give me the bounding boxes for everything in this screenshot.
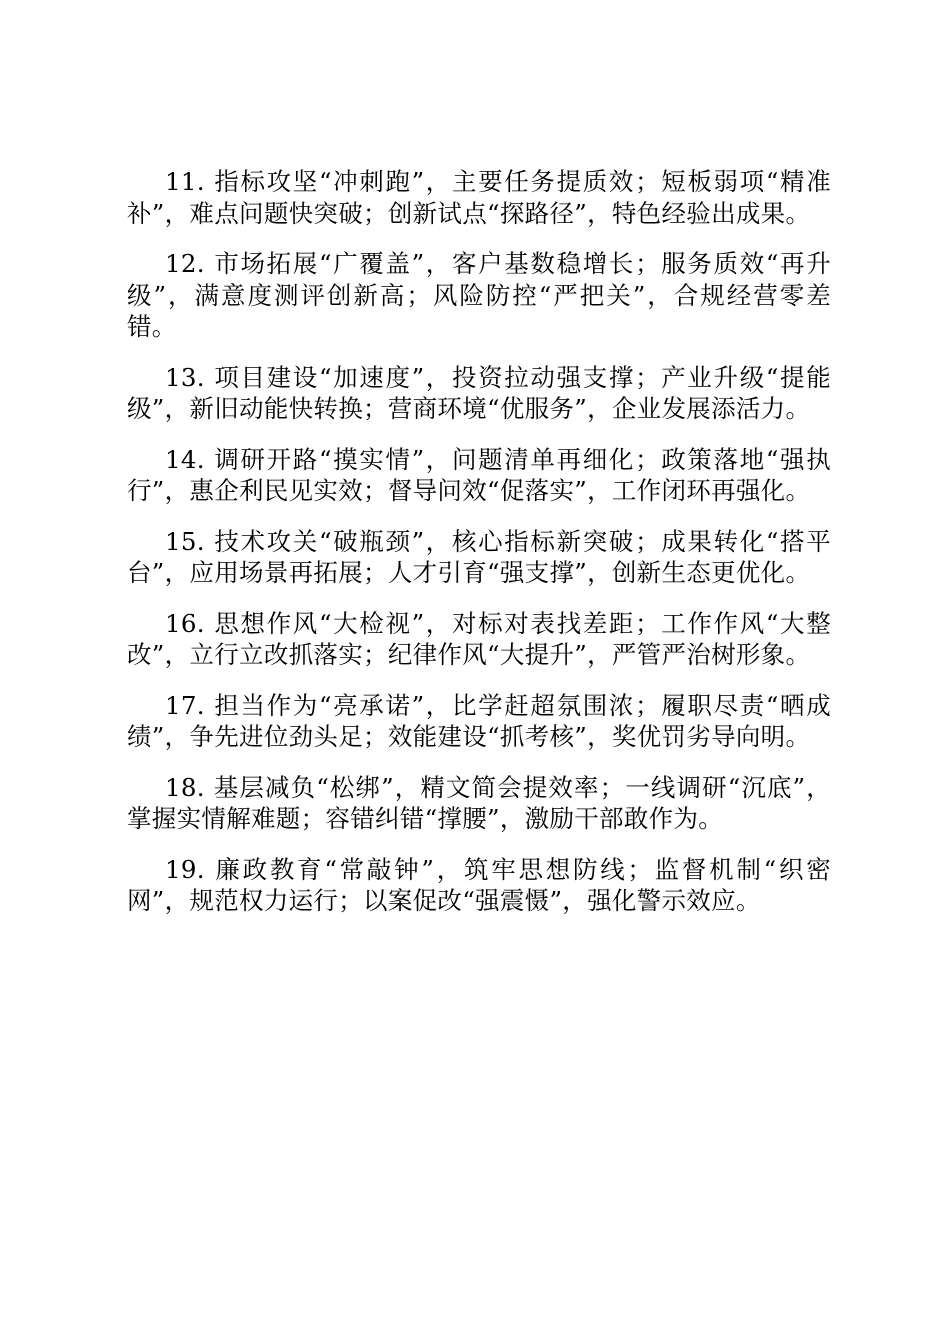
paragraph-14 [127, 444, 831, 507]
paragraph-number: 13. [165, 362, 205, 392]
paragraph-text: 思想作风“大检视”，对标对表找差距；工作作风“大整改”，立行立改抓落实；纪律作风“大提升”，严管严治树形象。 [127, 608, 831, 669]
paragraph-11 [127, 166, 831, 229]
paragraph-text: 市场拓展“广覆盖”，客户基数稳增长；服务质效“再升级”，满意度测评创新高；风险防控“严把关”，合规经营零差错。 [127, 249, 831, 341]
paragraph-number: 18. [165, 772, 205, 802]
paragraph-17 [127, 690, 831, 753]
paragraph-16 [127, 608, 831, 671]
paragraph-12 [127, 248, 831, 343]
paragraph-number: 11. [165, 167, 205, 196]
paragraph-number: 16. [165, 608, 205, 638]
paragraph-text: 项目建设“加速度”，投资拉动强支撑；产业升级“提能级”，新旧动能快转换；营商环境“优服务”，企业发展添活力。 [127, 362, 831, 423]
document-body [127, 166, 831, 936]
paragraph-19 [127, 854, 831, 917]
paragraph-text: 基层减负“松绑”，精文简会提效率；一线调研“沉底”，掌握实情解难题；容错纠错“撑腰”，激励干部敢作为。 [127, 772, 831, 833]
paragraph-text: 指标攻坚“冲刺跑”，主要任务提质效；短板弱项“精准补”，难点问题快突破；创新试点“探路径”，特色经验出成果。 [127, 167, 831, 228]
paragraph-13 [127, 362, 831, 425]
paragraph-number: 14. [165, 444, 205, 474]
paragraph-text: 调研开路“摸实情”，问题清单再细化；政策落地“强执行”，惠企利民见实效；督导问效“促落实”，工作闭环再强化。 [127, 444, 831, 505]
paragraph-text: 技术攻关“破瓶颈”，核心指标新突破；成果转化“搭平台”，应用场景再拓展；人才引育“强支撑”，创新生态更优化。 [127, 526, 831, 587]
paragraph-text: 担当作为“亮承诺”，比学赶超氛围浓；履职尽责“晒成绩”，争先进位劲头足；效能建设“抓考核”，奖优罚劣导向明。 [127, 690, 831, 751]
paragraph-text: 廉政教育“常敲钟”，筑牢思想防线；监督机制“织密网”，规范权力运行；以案促改“强震慑”，强化警示效应。 [127, 854, 831, 915]
paragraph-number: 19. [165, 854, 205, 884]
paragraph-number: 17. [165, 690, 205, 720]
paragraph-number: 12. [165, 249, 205, 278]
paragraph-number: 15. [165, 526, 205, 556]
paragraph-15 [127, 526, 831, 589]
paragraph-18 [127, 772, 831, 835]
